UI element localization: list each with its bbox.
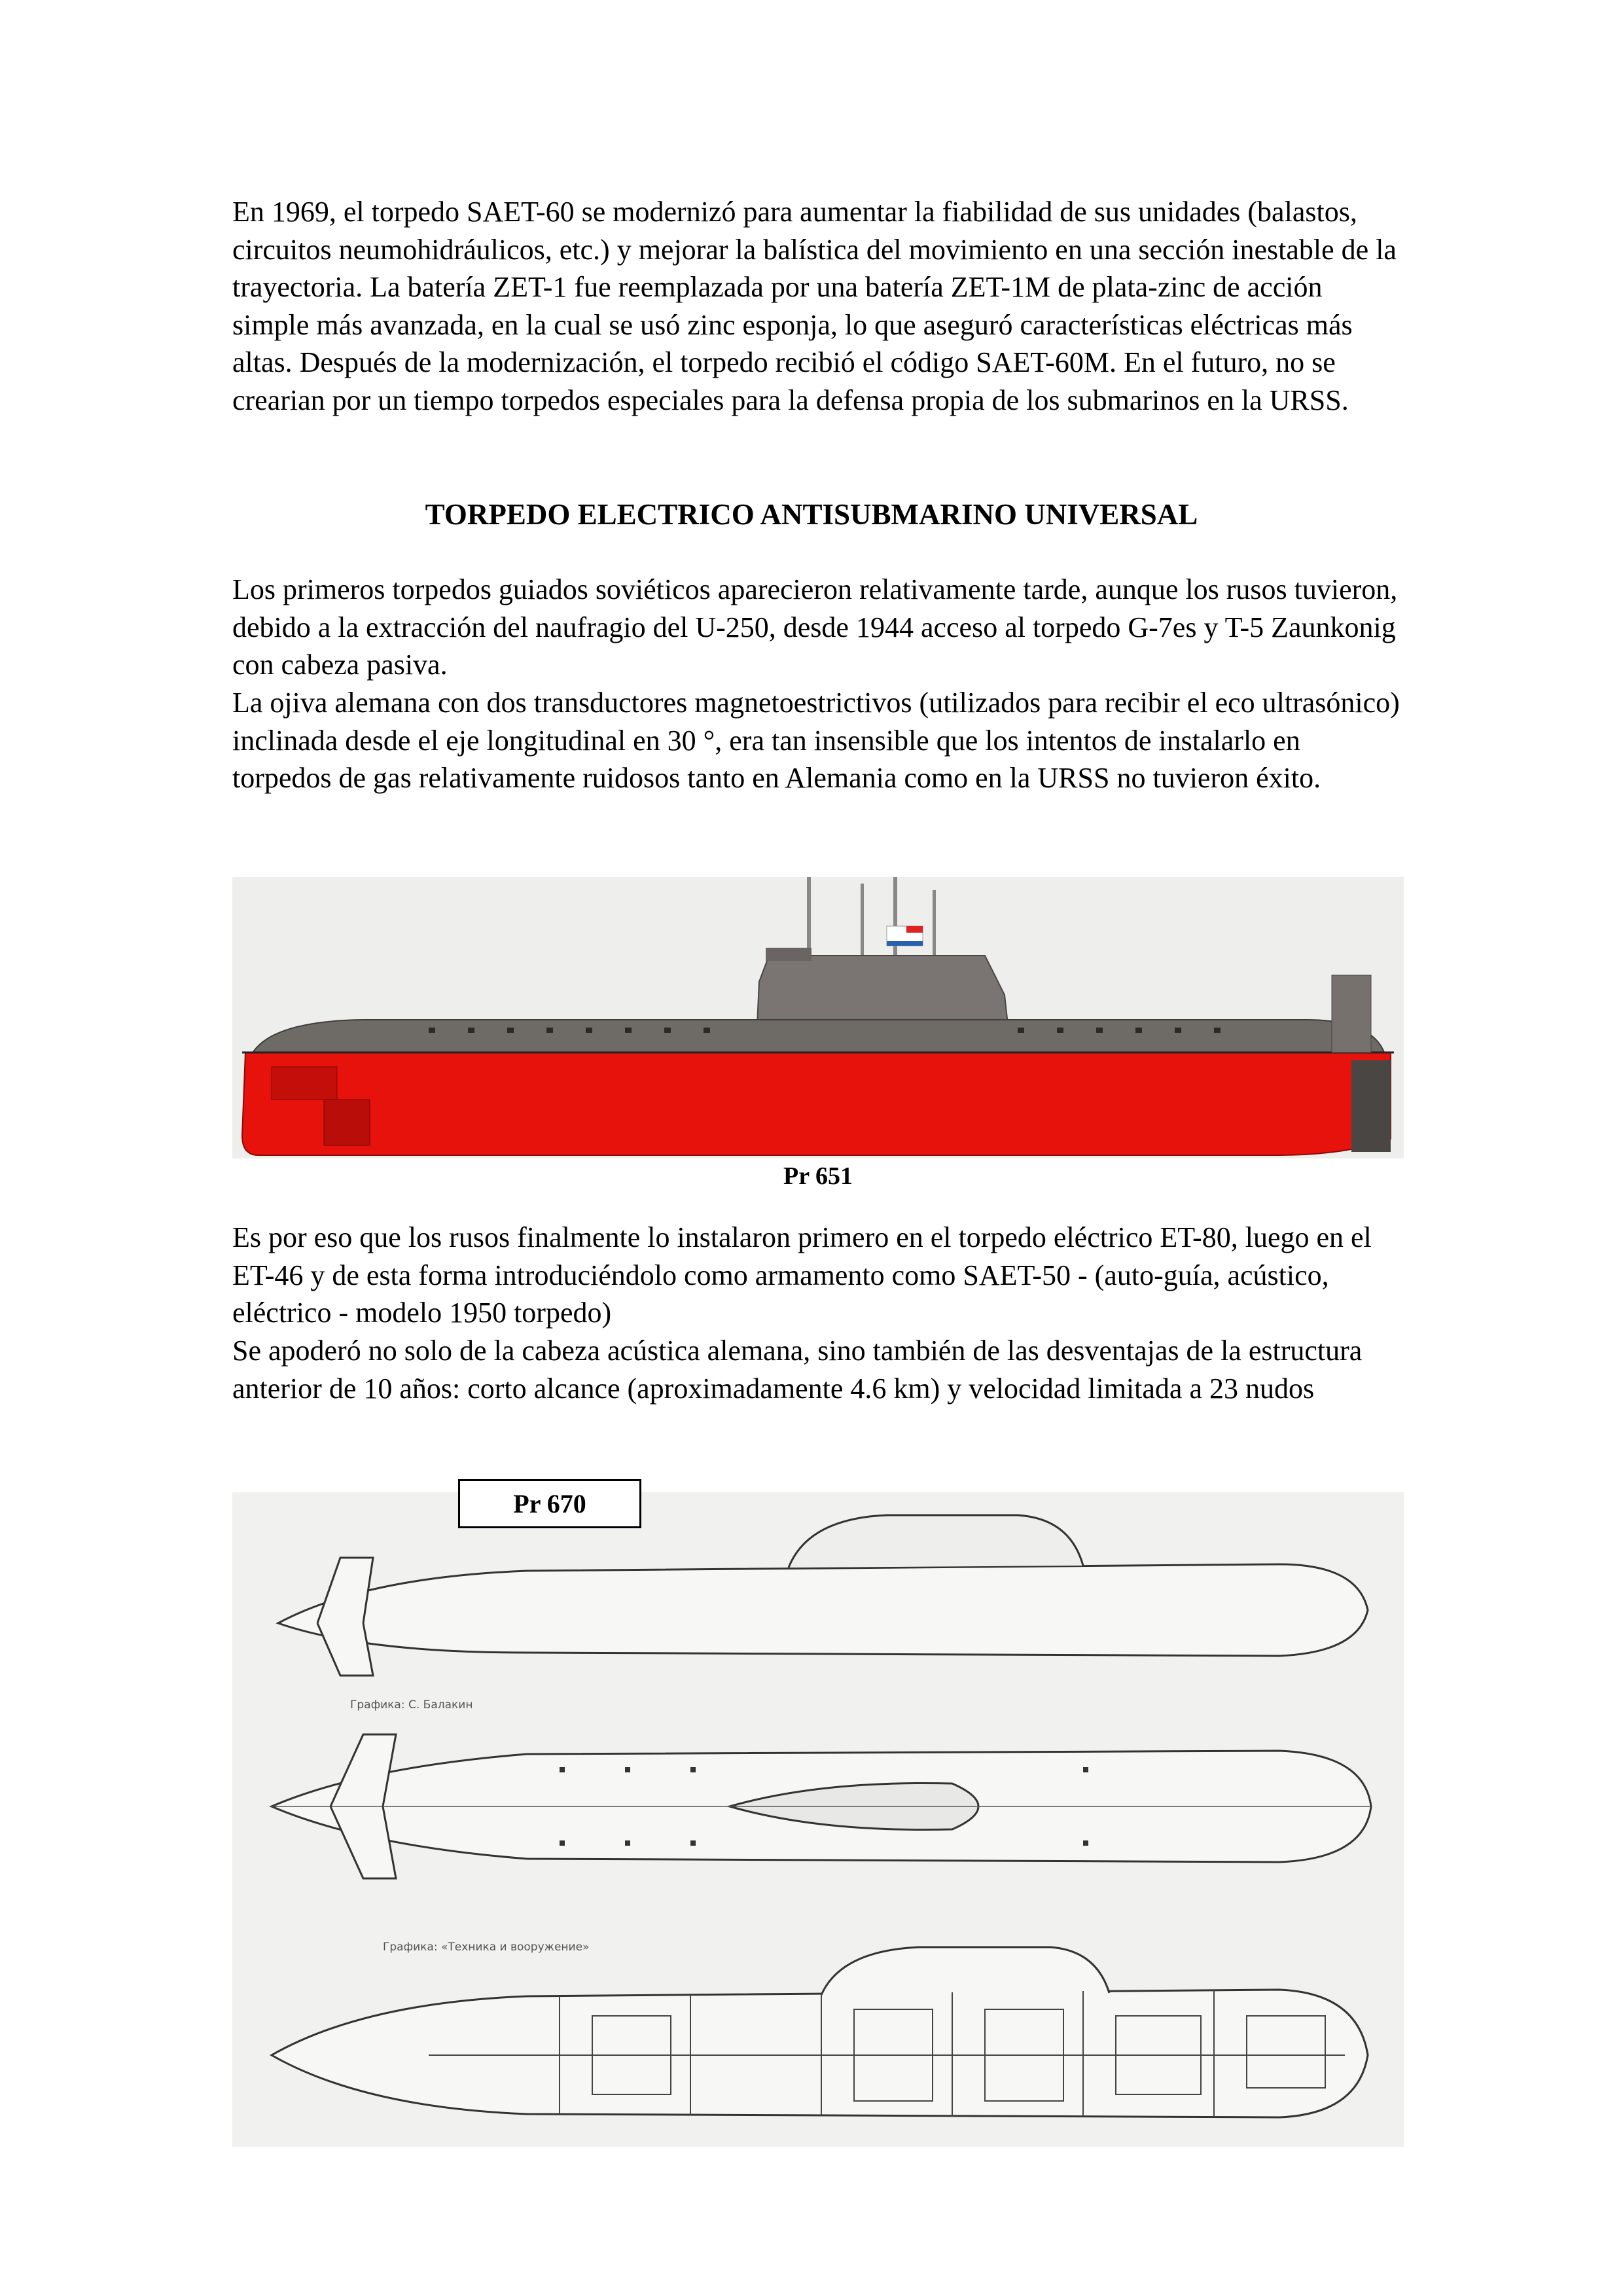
- paragraph-saet60-modernization: En 1969, el torpedo SAET-60 se modernizó para aumentar la fiabilidad de sus unidades (balastos, circuitos neumohidráulicos, etc.) y mejorar la balística del movimiento en una sección inestable de la trayectoria. La batería ZET-1 fue reemplazada por una batería ZET-1M de plata-zinc de acción simple más avanzada, en la cual se usó zinc esponja, lo que aseguró características eléctricas más altas. Después de la modernización, el torpedo recibió el código SAET-60M. En el futuro, no se crearian por un tiempo torpedos especiales para la defensa propia de los submarinos en la URSS.: [232, 196, 1397, 416]
- figure-pr651-submarine: [232, 877, 1404, 1158]
- figure-label-pr670: Pr 670: [458, 1479, 641, 1528]
- paragraph-disadvantages: Se apoderó no solo de la cabeza acústica alemana, sino también de las desventajas de la estructura anterior de 10 años: corto alcance (aproximadamente 4.6 km) y velocidad limitada a 23 nudos: [232, 1335, 1363, 1405]
- paragraph-first-guided-torpedoes: Los primeros torpedos guiados soviéticos aparecieron relativamente tarde, aunque los rusos tuvieron, debido a la extracción del naufragio del U-250, desde 1944 acceso al torpedo G-7es y T-5 Zaunkonig con cabeza pasiva.: [232, 573, 1398, 681]
- paragraph-german-warhead: La ojiva alemana con dos transductores magnetoestrictivos (utilizados para recibir el eco ultrasónico) inclinada desde el eje longitudinal en 30 °, era tan insensible que los intentos de instalarlo en torpedos de gas relativamente ruidosos tanto en Alemania como en la URSS no tuvieron éxito.: [232, 687, 1400, 794]
- figure-caption-pr651: Pr 651: [783, 1162, 853, 1190]
- credit-tekhnika: Графика: «Техника и вооружение»: [383, 1941, 590, 1954]
- section-heading: TORPEDO ELECTRICO ANTISUBMARINO UNIVERSAL: [425, 498, 1198, 531]
- paragraph-et80-installation: Es por eso que los rusos finalmente lo instalaron primero en el torpedo eléctrico ET-80, luego en el ET-46 y de esta forma introduciéndolo como armamento como SAET-50 - (auto-guía, acústico, eléctrico - modelo 1950 torpedo): [232, 1221, 1372, 1329]
- figure-pr670-drawings: [232, 1492, 1404, 2147]
- credit-balakin: Графика: С. Балакин: [350, 1698, 473, 1712]
